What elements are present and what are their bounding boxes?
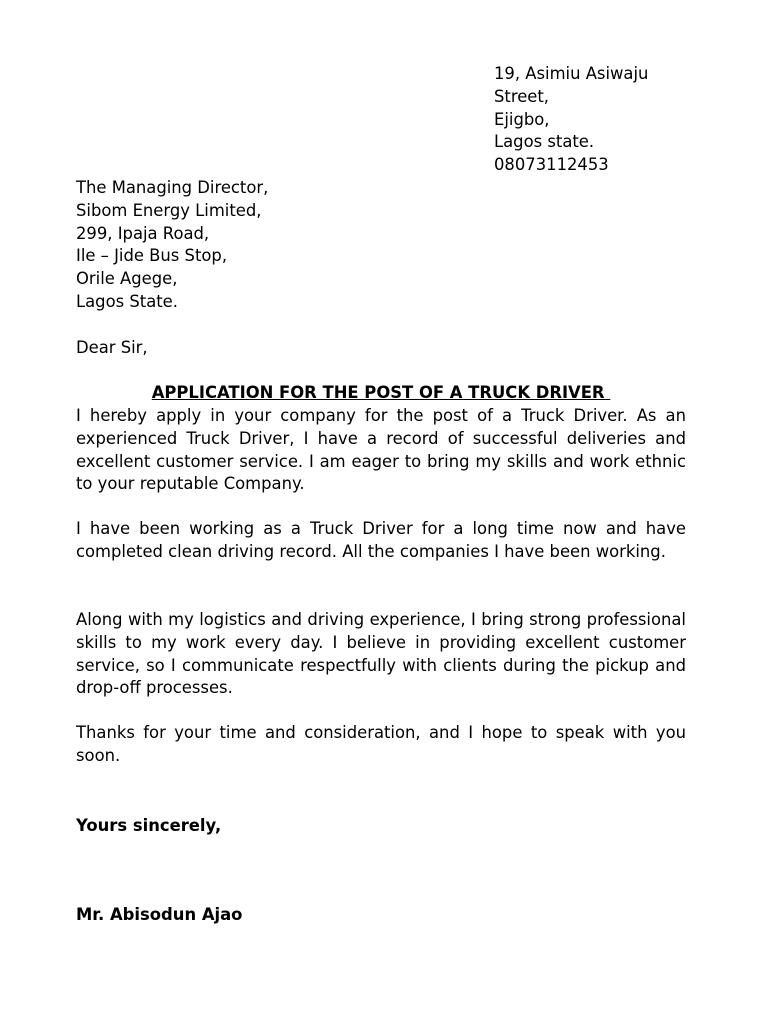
sender-phone: 08073112453 bbox=[494, 155, 609, 175]
closing: Yours sincerely, bbox=[76, 816, 222, 835]
recipient-address-line: Lagos State. bbox=[76, 291, 178, 311]
body-paragraph-3: Along with my logistics and driving experience, I bring strong professional skills to my work every day. I believe in providing excellent customer service, so I communicate respectfully with clients during the pickup and drop-off processes. bbox=[76, 610, 686, 698]
salutation: Dear Sir, bbox=[76, 338, 148, 357]
signature-name: Mr. Abisodun Ajao bbox=[76, 905, 243, 924]
sender-address-line: 19, Asimiu Asiwaju bbox=[494, 64, 649, 83]
recipient-address-line: Sibom Energy Limited, bbox=[76, 200, 262, 220]
recipient-address-line: The Managing Director, bbox=[76, 178, 269, 197]
sender-address bbox=[494, 63, 648, 177]
body-paragraph-4: Thanks for your time and consideration, and I hope to speak with you soon. bbox=[76, 723, 686, 765]
sender-address-line: Lagos state. bbox=[494, 132, 595, 152]
sender-address-line: Ejigbo, bbox=[494, 109, 550, 129]
body-paragraph-2: I have been working as a Truck Driver for a long time now and have completed clean driving record. All the companies I have been working. bbox=[76, 519, 686, 561]
recipient-address-line: Orile Agege, bbox=[76, 269, 178, 289]
subject-heading bbox=[76, 382, 686, 405]
body-paragraph-1: I hereby apply in your company for the post of a Truck Driver. As an experienced Truck Driver, I have a record of successful deliveries and excellent customer service. I am eager to bring my skills and work ethnic to your reputable Company. bbox=[76, 406, 686, 494]
subject-text: APPLICATION FOR THE POST OF A TRUCK DRIVER bbox=[151, 383, 611, 402]
sender-address-line: Street, bbox=[494, 86, 550, 106]
recipient-address bbox=[76, 177, 268, 314]
recipient-address-line: Ile – Jide Bus Stop, bbox=[76, 246, 228, 266]
recipient-address-line: 299, Ipaja Road, bbox=[76, 223, 210, 243]
